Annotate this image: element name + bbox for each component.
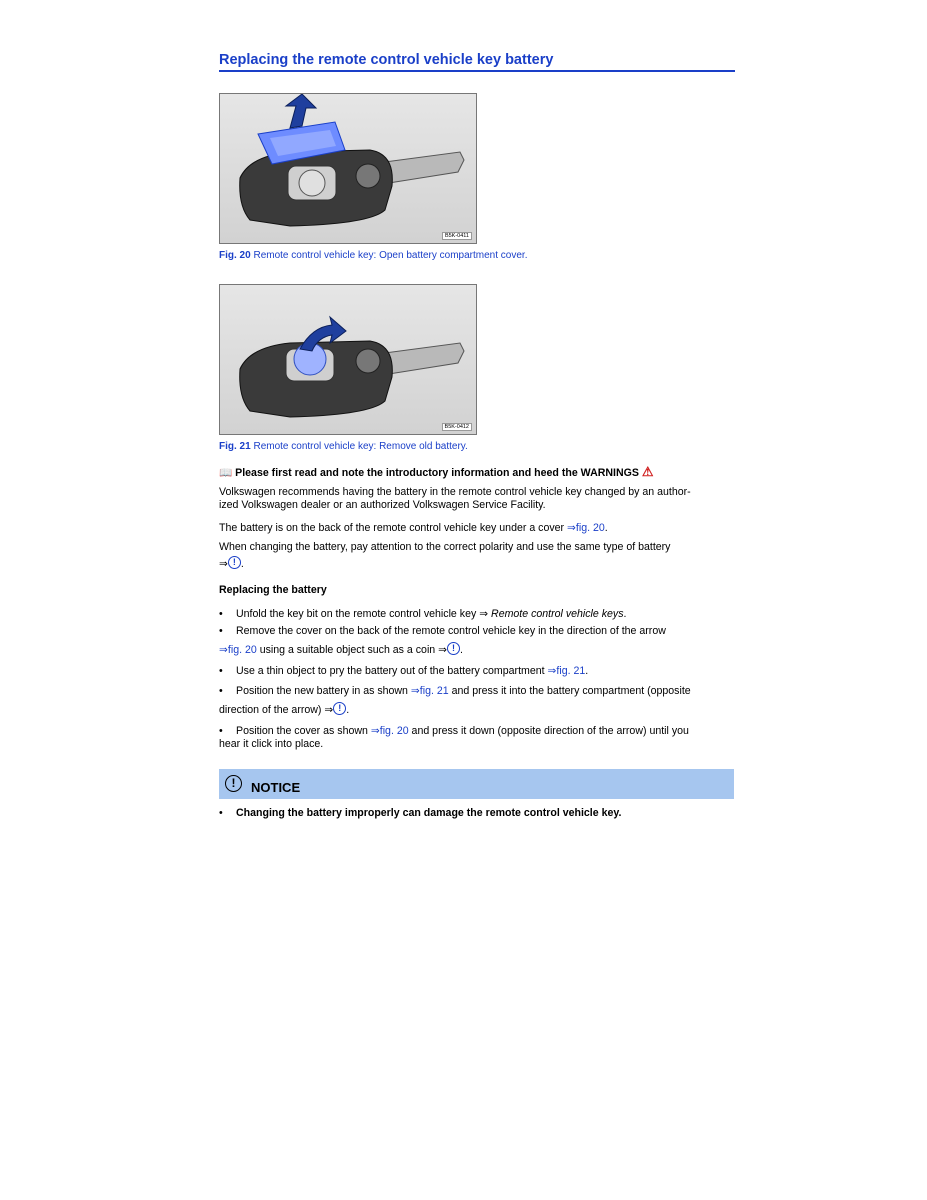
section-heading: Replacing the battery	[219, 584, 327, 596]
notice-circle-icon[interactable]: !	[447, 642, 460, 655]
para-line: ized Volkswagen dealer or an authorized Volkswagen Service Facility.	[219, 499, 546, 511]
notice-circle-icon[interactable]: !	[228, 556, 241, 569]
para-polarity: When changing the battery, pay attention to the correct polarity and use the same type of battery ⇒ ! .	[219, 541, 731, 571]
para-location: The battery is on the back of the remote control vehicle key under a cover ⇒fig. 20.	[219, 522, 608, 534]
fig-link[interactable]: fig. 21	[419, 685, 449, 697]
figure-caption-text: Remote control vehicle key: Remove old battery.	[253, 441, 468, 452]
figure-21-caption	[219, 441, 468, 452]
para-line: When changing the battery, pay attention to the correct polarity and use the same type of battery	[219, 541, 671, 553]
step-item: Remove the cover on the back of the remote control vehicle key in the direction of the arrow	[236, 625, 666, 637]
step-item: Unfold the key bit on the remote control vehicle key ⇒ Remote control vehicle keys.	[236, 608, 627, 620]
arrow-icon: ⇒	[370, 725, 380, 737]
step-item-continued: hear it click into place.	[219, 738, 324, 750]
bullet-icon: •	[219, 725, 223, 737]
notice-box	[219, 769, 734, 799]
figure-code: B5K-0411	[442, 232, 472, 240]
step-text: and press it down (opposite direction of the arrow) until you	[408, 725, 689, 737]
step-text: using a suitable object such as a coin	[256, 644, 439, 656]
fig-link[interactable]: fig. 21	[556, 665, 586, 677]
step-item	[236, 685, 731, 698]
fig-link[interactable]: fig. 20	[227, 644, 257, 656]
arrow-icon: ⇒	[410, 685, 420, 697]
figure-caption-text: Remote control vehicle key: Open battery compartment cover.	[253, 250, 528, 261]
figure-code: B5K-0412	[442, 423, 472, 431]
cross-reference[interactable]: Remote control vehicle keys	[491, 608, 624, 620]
page-title: Replacing the remote control vehicle key battery	[219, 52, 735, 72]
arrow-icon: ⇒	[219, 558, 228, 570]
bullet-icon: •	[219, 665, 223, 677]
bullet-icon: •	[219, 625, 223, 637]
arrow-icon: ⇒	[567, 522, 576, 534]
step-item: Use a thin object to pry the battery out of the battery compartment ⇒fig. 21.	[236, 665, 589, 677]
notice-circle-icon: !	[225, 775, 242, 792]
warning-triangle-icon[interactable]: ⚠	[641, 464, 654, 479]
intro-heading-text: Please first read and note the introductory information and heed the WARNINGS	[235, 467, 639, 479]
step-item	[236, 725, 731, 738]
arrow-icon: ⇒	[438, 644, 448, 656]
step-text: Position the new battery in as shown	[236, 685, 411, 697]
figure-20-illustration	[219, 93, 477, 244]
para-recommendation	[219, 486, 731, 512]
para-text: The battery is on the back of the remote control vehicle key under a cover	[219, 522, 568, 534]
figure-label: Fig. 20	[219, 250, 251, 261]
arrow-icon: ⇒	[547, 665, 557, 677]
figure-20-caption	[219, 250, 527, 261]
intro-heading	[219, 465, 731, 480]
step-text: Use a thin object to pry the battery out of the battery compartment	[236, 665, 548, 677]
step-text: and press it into the battery compartment (opposite	[448, 685, 691, 697]
bullet-icon: •	[219, 608, 223, 620]
fig-link[interactable]: fig. 20	[379, 725, 409, 737]
notice-item: Changing the battery improperly can damage the remote control vehicle key.	[236, 807, 622, 819]
bullet-icon: •	[219, 685, 223, 697]
arrow-icon: ⇒	[219, 644, 228, 656]
notice-circle-icon[interactable]: !	[333, 702, 346, 715]
step-item-continued: ⇒fig. 20 using a suitable object such as a coin ⇒ ! .	[219, 643, 463, 656]
bullet-icon: •	[219, 807, 223, 819]
para-line: Volkswagen recommends having the battery in the remote control vehicle key changed by an author-	[219, 486, 691, 498]
arrow-icon: ⇒	[324, 704, 334, 716]
step-text: Unfold the key bit on the remote control vehicle key	[236, 608, 480, 620]
fig-link[interactable]: fig. 20	[575, 522, 605, 534]
notice-label: NOTICE	[251, 780, 301, 795]
step-text: direction of the arrow)	[219, 704, 325, 716]
figure-label: Fig. 21	[219, 441, 251, 452]
book-icon: 📖	[219, 467, 233, 479]
step-text: Position the cover as shown	[236, 725, 371, 737]
arrow-icon: ⇒	[479, 608, 489, 620]
step-item-continued: direction of the arrow) ⇒ ! .	[219, 703, 350, 716]
figure-21-illustration	[219, 284, 477, 435]
